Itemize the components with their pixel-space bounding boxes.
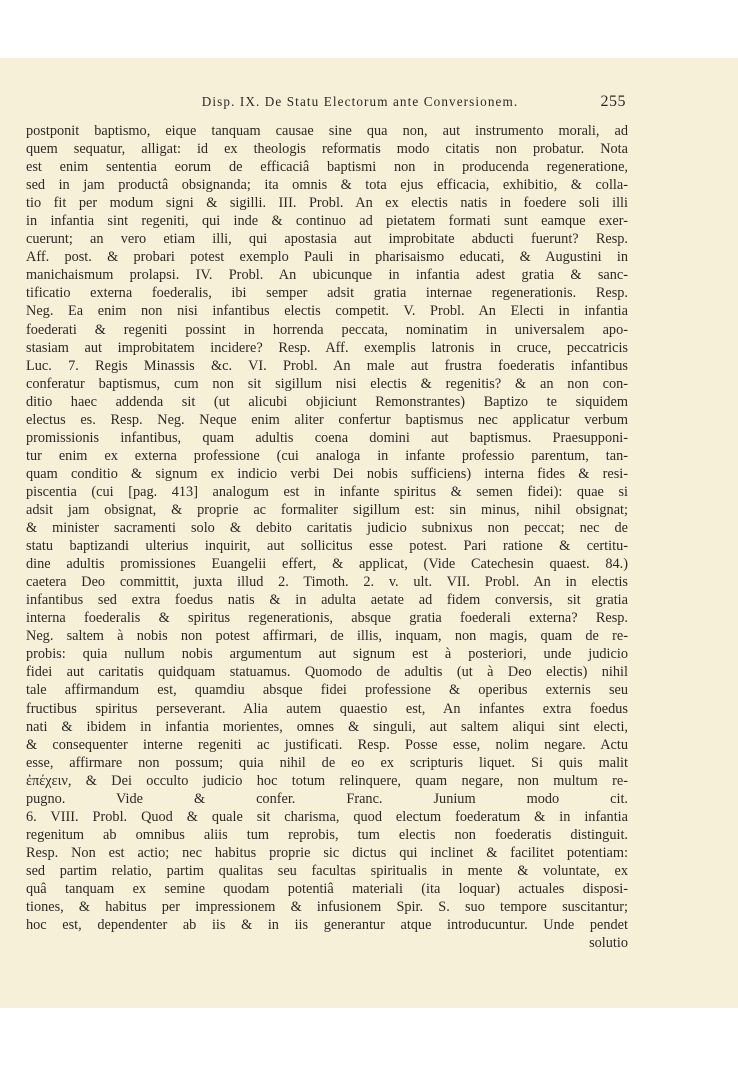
text-line: electus es. Resp. Neg. Neque enim aliter confertur baptismus nec applicatur verbum [26,411,628,428]
text-line: foederati & regeniti possint in horrenda peccata, nominatim in universalem apo- [26,321,628,338]
text-line: solutio [589,935,628,952]
text-line: adsit jam obsignat, & proprie ac formaliter sigillum est: sin minus, nihil obsignat; [26,501,628,518]
text-line: promissionis infantibus, quam adultis coena domini aut baptismus. Praesupponi- [26,429,628,446]
text-line: sed in jam productâ obsignanda; ita omnis & tota ejus efficacia, exhibitio, & colla- [26,177,628,194]
book-page [0,58,738,1008]
text-line: Aff. post. & probari potest exemplo Pauli in pharisaismo educati, & Augustini in [26,249,628,266]
text-line: 6. VIII. Probl. Quod & quale sit charisma, quod electum foederatum & in infantia [26,808,628,825]
text-line: ἐπέχειν, & Dei occulto judicio hoc totum relinquere, quam negare, non multum re- [26,772,628,789]
text-line: quam conditio & signum ex indicio verbi Dei nobis sufficiens) interna fides & resi- [26,465,628,482]
text-line: regenitum ab omnibus aliis tum reprobis, tum electis non foederatis distinguit. [26,826,628,843]
text-line: infantibus sed extra foedus natis & in adulta aetate ad fidem conversis, sit gratia [26,592,628,609]
text-line: cuerunt; an vero etiam illi, qui apostasia aut improbitate abducti fuerunt? Resp. [26,231,628,248]
text-line: fructibus spiritus perseverant. Alia autem quaestio est, An infantes extra foedus [26,700,628,717]
text-line: postponit baptismo, eique tanquam causae sine qua non, aut instrumento morali, ad [26,123,628,139]
text-line: quem sequatur, alligat: id ex theologis reformatis modo citatis non probatur. Nota [26,141,628,158]
text-line: probis: quia nullum nobis argumentum aut signum est à posteriori, unde judicio [26,646,628,663]
text-line: esse, affirmare non possum; quia nihil de eo ex scripturis liquet. Si quis malit [26,754,628,771]
text-line: fidei aut caritatis quidquam statuamus. Quomodo de adultis (ut à Deo electis) nihil [26,664,628,681]
running-header: Disp. IX. De Statu Electorum ante Conversionem. [201,94,519,109]
text-line: pugno. Vide & confer. Franc. Junium modo cit. [26,790,628,807]
text-line: & minister sacramenti solo & debito caritatis judicio subnixus non peccat; nec de [26,520,628,537]
text-line: tiones, & habitus per impressionem & infusionem Spir. S. suo tempore suscitantur; [26,899,628,916]
page-body-text [26,122,628,952]
text-line: manichaismum prolapsi. IV. Probl. An ubicunque in infantia adest gratia & sanc- [26,267,628,284]
text-line: dine adultis promissiones Euangelii effert, & applicat, (Vide Catechesin quaest. 84.) [26,556,628,573]
page-number: 255 [600,93,626,110]
text-line: Resp. Non est actio; nec habitus proprie sic dictus qui inclinet & facilitet potentiam: [26,844,628,861]
text-line: piscentia (cui [pag. 413] analogum est in infante spiritus & semen fidei): quae si [26,483,628,500]
text-line: Neg. saltem à nobis non potest affirmari, de illis, inquam, non magis, quam de re- [26,628,628,645]
text-line: tificatio externa foederalis, ibi semper adsit gratia internae regenerationis. Resp. [26,285,628,302]
text-line: sed partim relatio, partim qualitas seu facultas spiritualis in mente & voluntate, ex [26,862,628,879]
text-line: statu baptizandi ulterius inquirit, aut sollicitus esse potest. Pari ratione & certitu- [26,538,628,555]
text-line: tio fit per modum signi & sigilli. III. Probl. An ex electis natis in foedere soli illi [26,195,628,212]
text-line: Neg. Ea enim non nisi infantibus electis competit. V. Probl. An Electi in infantia [26,303,628,320]
text-line: stasiam aut improbitatem incidere? Resp. Aff. exemplis latronis in cruce, peccatricis [26,339,628,356]
text-line: tale affirmandum est, quamdiu absque fidei professione & operibus externis seu [26,682,628,699]
text-line: tur enim ex externa professione (cui analoga in infante professio parentum, tan- [26,447,628,464]
text-line: conferatur baptismus, cum non sit sigillum nisi electis & regenitis? & an non con- [26,375,628,392]
text-line: hoc est, dependenter ab iis & in iis generantur atque introducuntur. Unde pendet [26,917,628,934]
text-line: ditio haec addenda sit (ut alicubi objiciunt Remonstrantes) Baptizo te siquidem [26,393,628,410]
text-line: in infantia sint regeniti, qui inde & continuo ad pietatem formati sunt eamque exer- [26,213,628,230]
text-line: caetera Deo committit, juxta illud 2. Timoth. 2. v. ult. VII. Probl. An in electis [26,574,628,591]
text-line: nati & ibidem in infantia morientes, omnes & singuli, aut saltem aliqui sint electi, [26,718,628,735]
text-line: quâ tanquam ex semine quodam potentiâ materiali (ita loquar) actuales disposi- [26,880,628,897]
text-line: est enim sententia eorum de efficaciâ baptismi non in producenda regeneratione, [26,159,628,176]
text-line: Luc. 7. Regis Minassis &c. VI. Probl. An male aut frustra foederatis infantibus [26,357,628,374]
text-line: & consequenter interne regeniti ac justificati. Resp. Posse esse, nolim negare. Actu [26,736,628,753]
text-line: interna foederalis & spiritus regenerationis, absque gratia foederali externa? Resp. [26,610,628,627]
